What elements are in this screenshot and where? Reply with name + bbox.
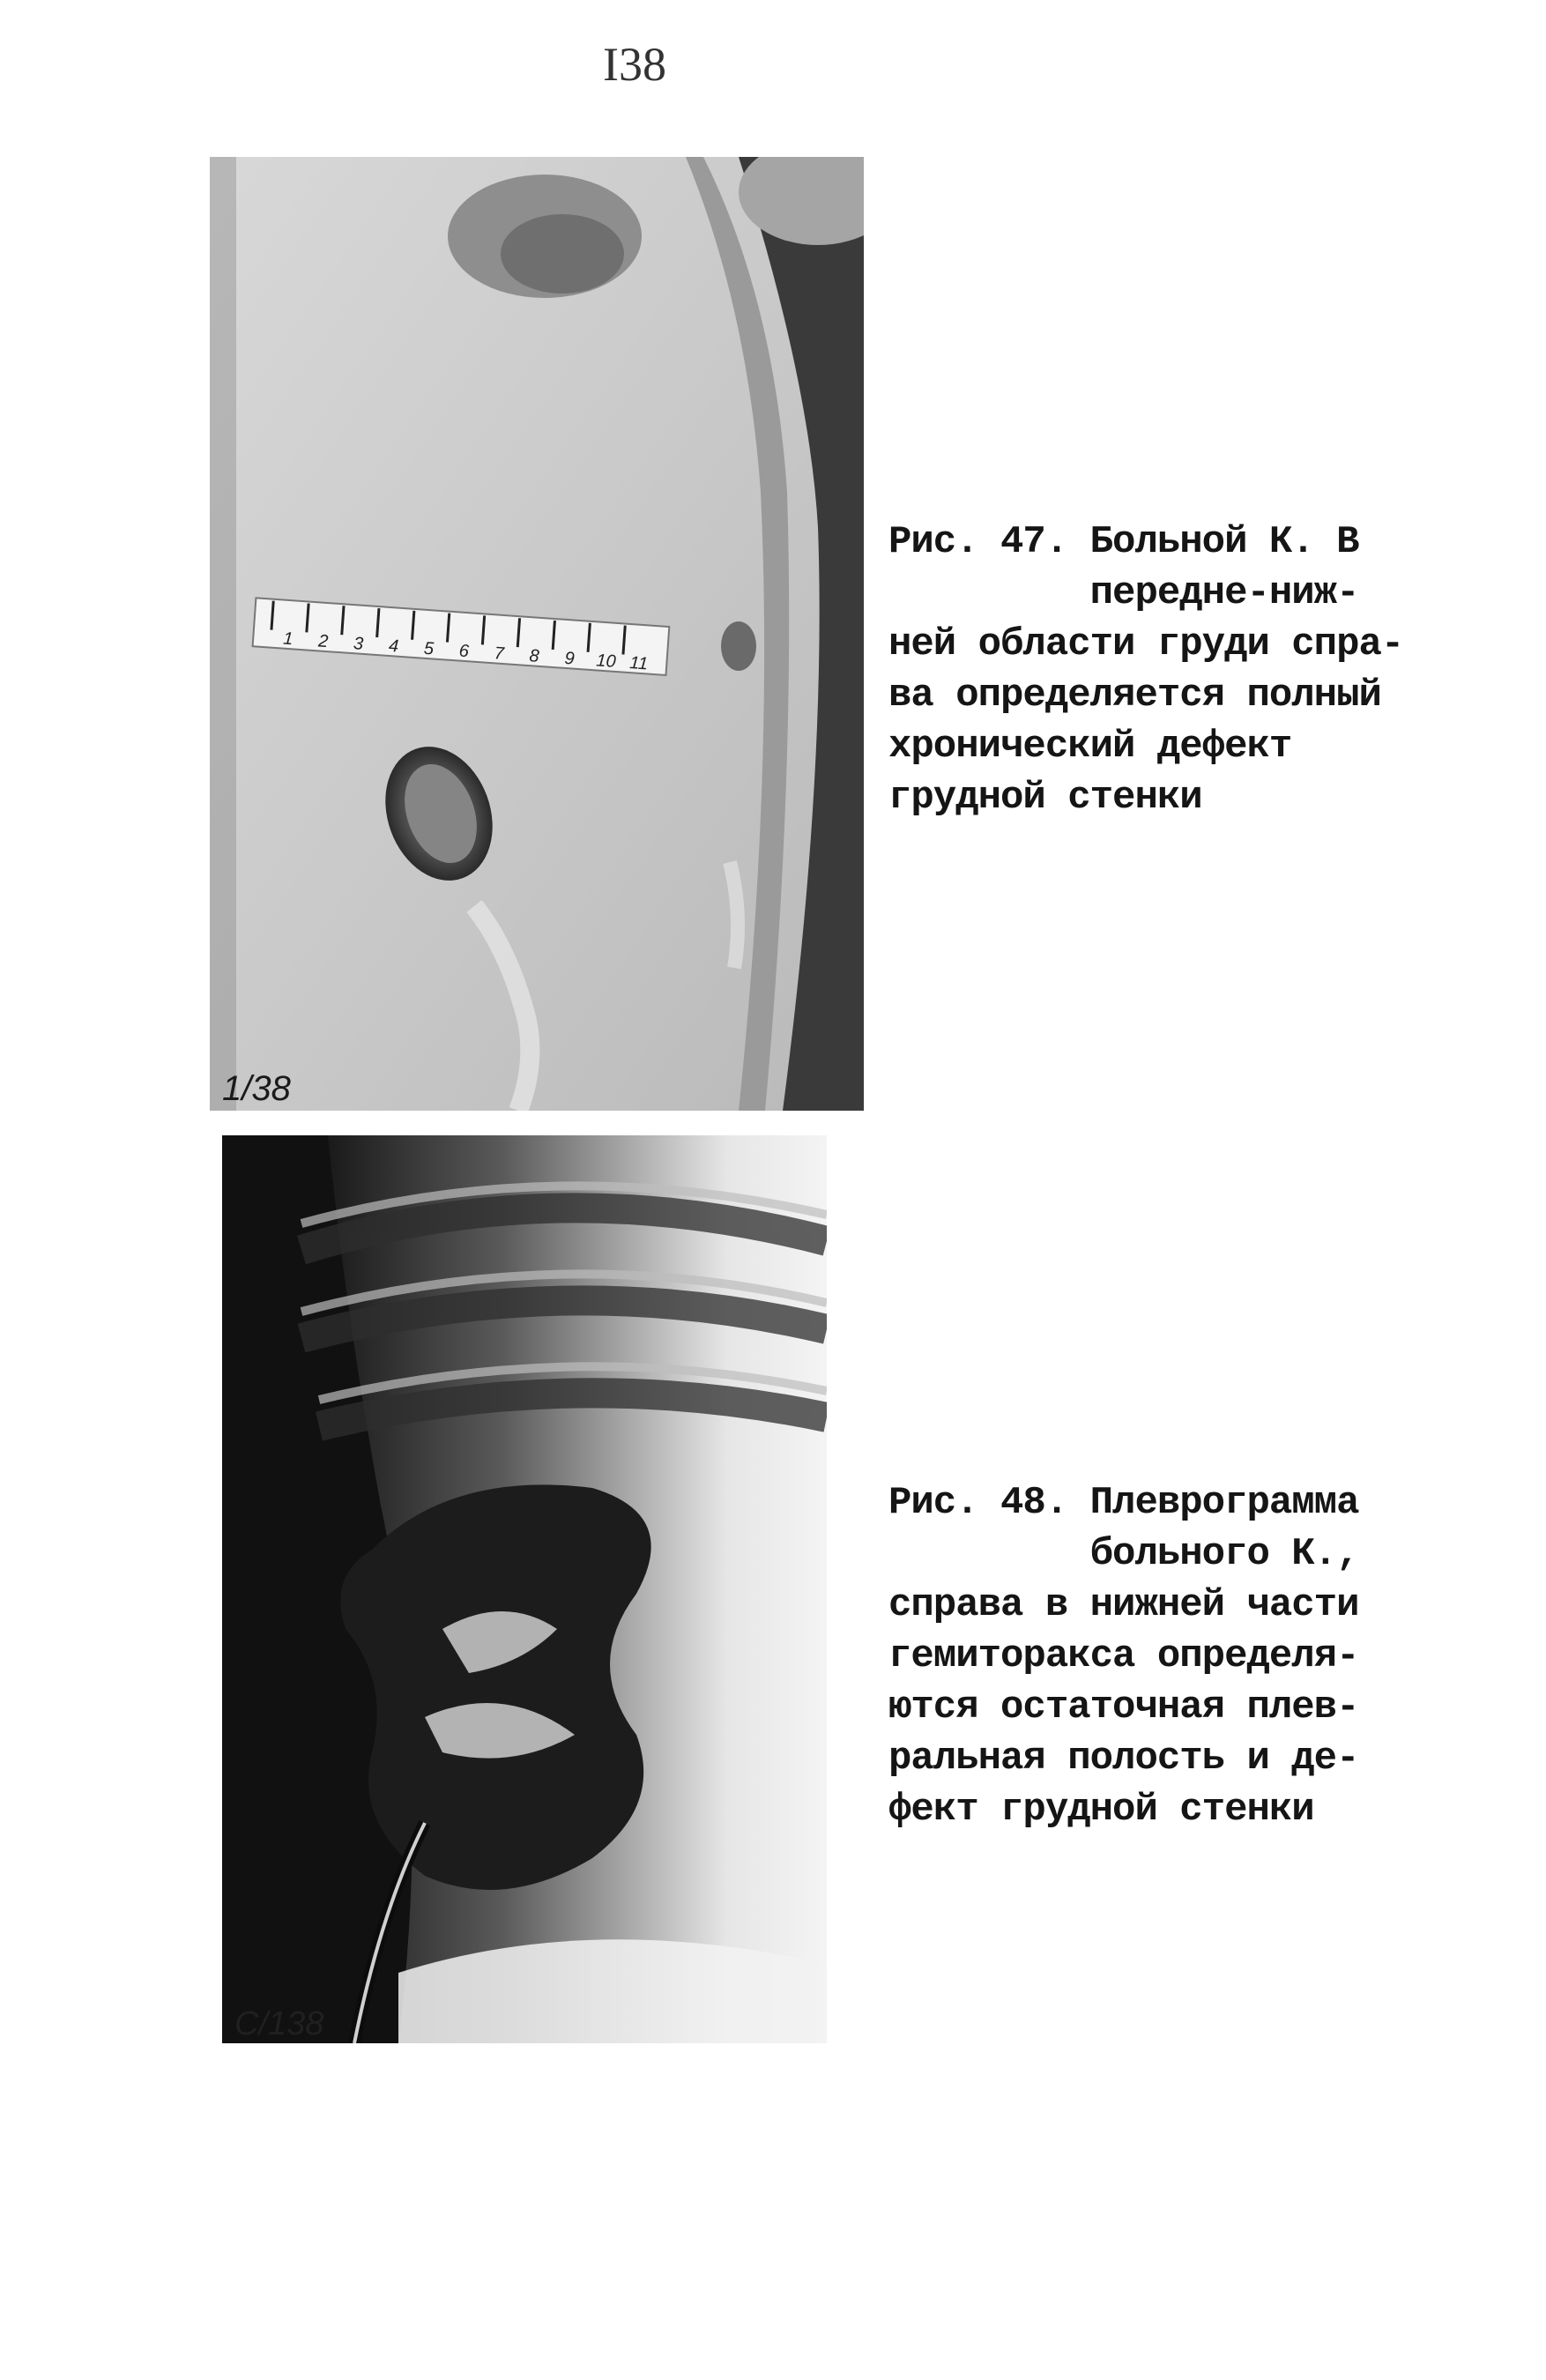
caption-line: гемиторакса определя- [888,1634,1359,1678]
photo-label: 1/38 [222,1069,291,1108]
ruler-number: 3 [353,634,364,654]
caption-line: ва определяется полный [888,673,1381,718]
caption-line: хронический дефект [888,725,1292,769]
caption-line: Рис. 47. Больной К. В [888,520,1359,564]
figure-47-photo [210,157,864,1111]
caption-line: ются остаточная плев- [888,1685,1359,1729]
ruler-number: 1 [282,628,294,650]
ruler-number: 10 [595,651,617,672]
caption-line: Рис. 48. Плеврограмма [888,1481,1359,1525]
caption-line: передне-ниж- [888,571,1359,615]
ruler-number: 2 [317,631,330,652]
page-number: I38 [603,38,666,91]
ruler-number: 9 [563,648,576,669]
caption-line: ральная полость и де- [888,1737,1359,1781]
ruler-number: 8 [528,646,540,666]
photo-label: С/138 [234,2005,324,2042]
figure-47-caption [888,517,1417,823]
figure-48-xray [222,1135,827,2043]
ruler-number: 4 [388,636,399,657]
caption-line: грудной стенки [888,776,1202,820]
caption-line: справа в нижней части [888,1583,1359,1627]
ruler-number: 6 [458,641,470,662]
caption-line: больного К., [888,1532,1359,1576]
ruler-number: 7 [493,643,505,665]
chest-photo-image [210,157,864,1111]
caption-line: фект грудной стенки [888,1788,1314,1832]
pleurogram-image [222,1135,827,2043]
ruler-number: 11 [628,653,649,674]
figure-48-caption [888,1477,1417,1835]
ruler-number: 5 [423,638,435,659]
caption-line: ней области груди спра- [888,622,1404,666]
